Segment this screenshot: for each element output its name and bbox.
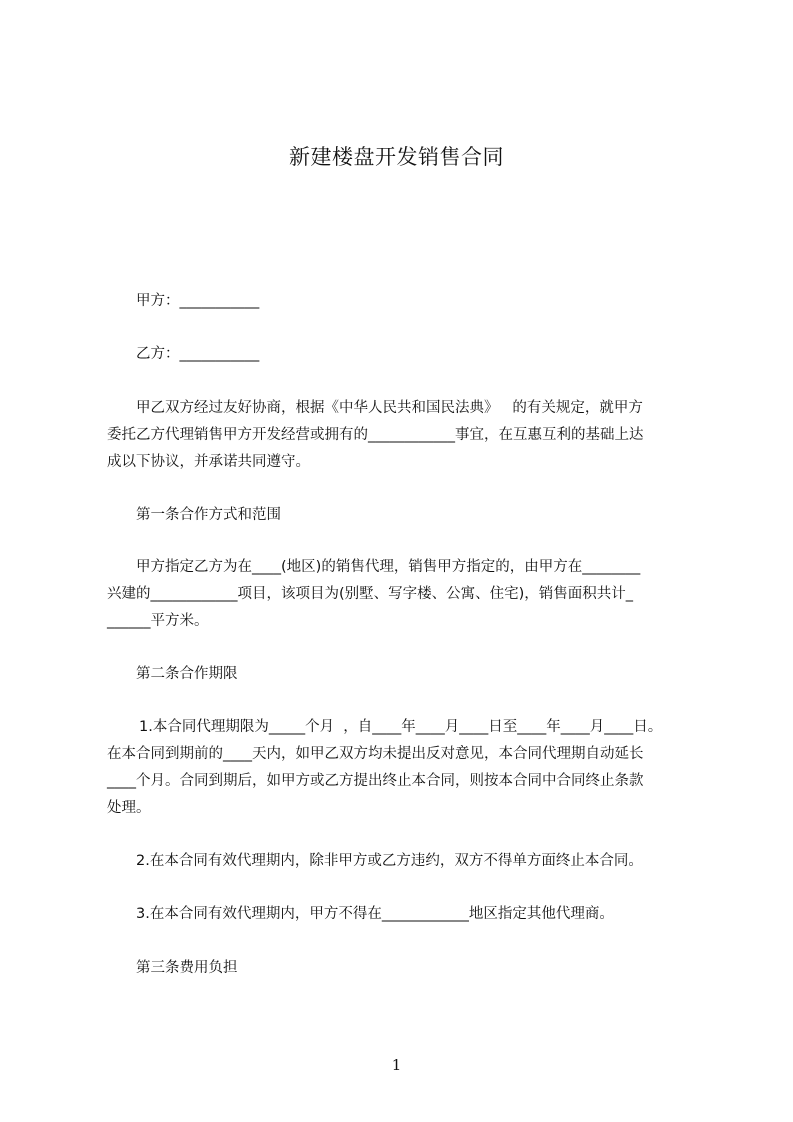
article-2-item-1-line-2: 在本合同到期前的____天内，如甲乙双方均未提出反对意见，本合同代理期自动延长: [107, 746, 644, 762]
intro-line-3: 成以下协议，并承诺共同遵守。: [107, 454, 310, 470]
article-1-line-3: ______平方米。: [107, 613, 209, 629]
intro-line-1: 甲乙双方经过友好协商，根据《中华人民共和国民法典》 的有关规定，就甲方: [136, 400, 643, 416]
party-a-line: 甲方：___________: [136, 293, 260, 309]
article-2-heading: 第二条合作期限: [136, 666, 238, 682]
intro-line-2: 委托乙方代理销售甲方开发经营或拥有的____________事宜，在互惠互利的基础上达: [107, 427, 644, 443]
article-1-line-2: 兴建的____________项目，该项目为(别墅、写字楼、公寓、住宅)，销售面积共计_: [107, 586, 634, 602]
party-b-line: 乙方：___________: [136, 346, 260, 362]
article-2-item-1-line-4: 处理。: [107, 800, 151, 816]
article-2-item-1-line-3: ____个月。合同到期后，如甲方或乙方提出终止本合同，则按本合同中合同终止条款: [107, 773, 644, 789]
article-1-line-1: 甲方指定乙方为在____(地区)的销售代理，销售甲方指定的，由甲方在________: [136, 559, 641, 575]
article-3-heading: 第三条费用负担: [136, 960, 238, 976]
article-1-heading: 第一条合作方式和范围: [136, 507, 281, 523]
article-2-item-1-line-1: 1.本合同代理期限为_____个月 ，自____年____月____日至____年____月____日。: [139, 719, 663, 735]
article-2-item-2: 2.在本合同有效代理期内，除非甲方或乙方违约，双方不得单方面终止本合同。: [136, 853, 643, 869]
page-number: 1: [391, 1056, 402, 1074]
document-title: 新建楼盘开发销售合同: [289, 145, 504, 169]
article-2-item-3: 3.在本合同有效代理期内，甲方不得在____________地区指定其他代理商。: [136, 906, 614, 922]
